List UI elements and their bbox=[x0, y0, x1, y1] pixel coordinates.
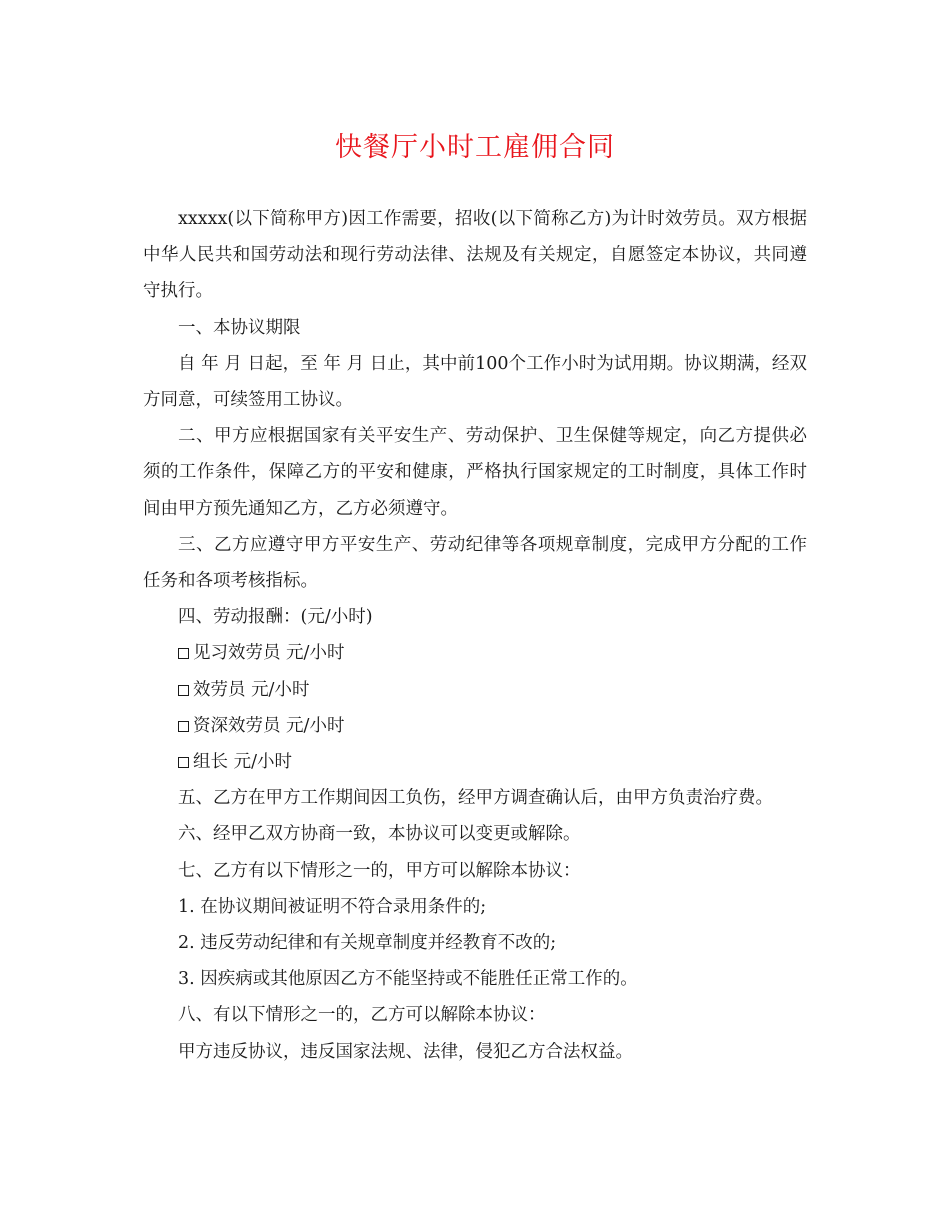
document-body bbox=[143, 201, 807, 1070]
section-8-heading: 八、有以下情形之一的，乙方可以解除本协议： bbox=[178, 1005, 546, 1026]
checkbox-icon bbox=[178, 721, 189, 732]
checkbox-icon bbox=[178, 757, 189, 768]
pay-option-label: 见习效劳员 元/小时 bbox=[193, 643, 345, 664]
section-7-heading: 七、乙方有以下情形之一的，甲方可以解除本协议： bbox=[178, 860, 581, 881]
section-2-text: 二、甲方应根据国家有关平安生产、劳动保护、卫生保健等规定，向乙方提供必须的工作条件，保障乙方的平安和健康，严格执行国家规定的工时制度，具体工作时间由甲方预先通知乙方，乙方必须遵守。 bbox=[143, 426, 807, 519]
section-7-item-3: 3. 因疾病或其他原因乙方不能坚持或不能胜任正常工作的。 bbox=[178, 969, 638, 990]
checkbox-icon bbox=[178, 685, 189, 696]
pay-option bbox=[143, 672, 807, 708]
checkbox-icon bbox=[178, 648, 189, 659]
pay-option-label: 效劳员 元/小时 bbox=[193, 679, 310, 700]
section-4-heading: 四、劳动报酬：(元/小时) bbox=[178, 607, 373, 628]
section-7-item-2: 2. 违反劳动纪律和有关规章制度并经教育不改的; bbox=[178, 933, 557, 954]
section-3-text: 三、乙方应遵守甲方平安生产、劳动纪律等各项规章制度，完成甲方分配的工作任务和各项考核指标。 bbox=[143, 534, 807, 592]
intro-paragraph: xxxxx(以下简称甲方)因工作需要，招收(以下简称乙方)为计时效劳员。双方根据中华人民共和国劳动法和现行劳动法律、法规及有关规定，自愿签定本协议，共同遵守执行。 bbox=[143, 209, 807, 302]
section-8-item: 甲方违反协议，违反国家法规、法律，侵犯乙方合法权益。 bbox=[178, 1041, 633, 1062]
section-5-text: 五、乙方在甲方工作期间因工负伤，经甲方调查确认后，由甲方负责治疗费。 bbox=[178, 788, 773, 809]
section-1-heading: 一、本协议期限 bbox=[178, 317, 301, 338]
document-title: 快餐厅小时工雇佣合同 bbox=[335, 132, 615, 163]
pay-option bbox=[143, 635, 807, 671]
pay-option-label: 资深效劳员 元/小时 bbox=[193, 715, 345, 736]
section-7-item-1: 1. 在协议期间被证明不符合录用条件的; bbox=[178, 896, 487, 917]
pay-option bbox=[143, 708, 807, 744]
pay-option bbox=[143, 744, 807, 780]
pay-option-label: 组长 元/小时 bbox=[193, 752, 292, 773]
section-1-text: 自 年 月 日起，至 年 月 日止，其中前100个工作小时为试用期。协议期满，经双方同意，可续签用工协议。 bbox=[143, 353, 807, 411]
section-6-text: 六、经甲乙双方协商一致，本协议可以变更或解除。 bbox=[178, 824, 581, 845]
